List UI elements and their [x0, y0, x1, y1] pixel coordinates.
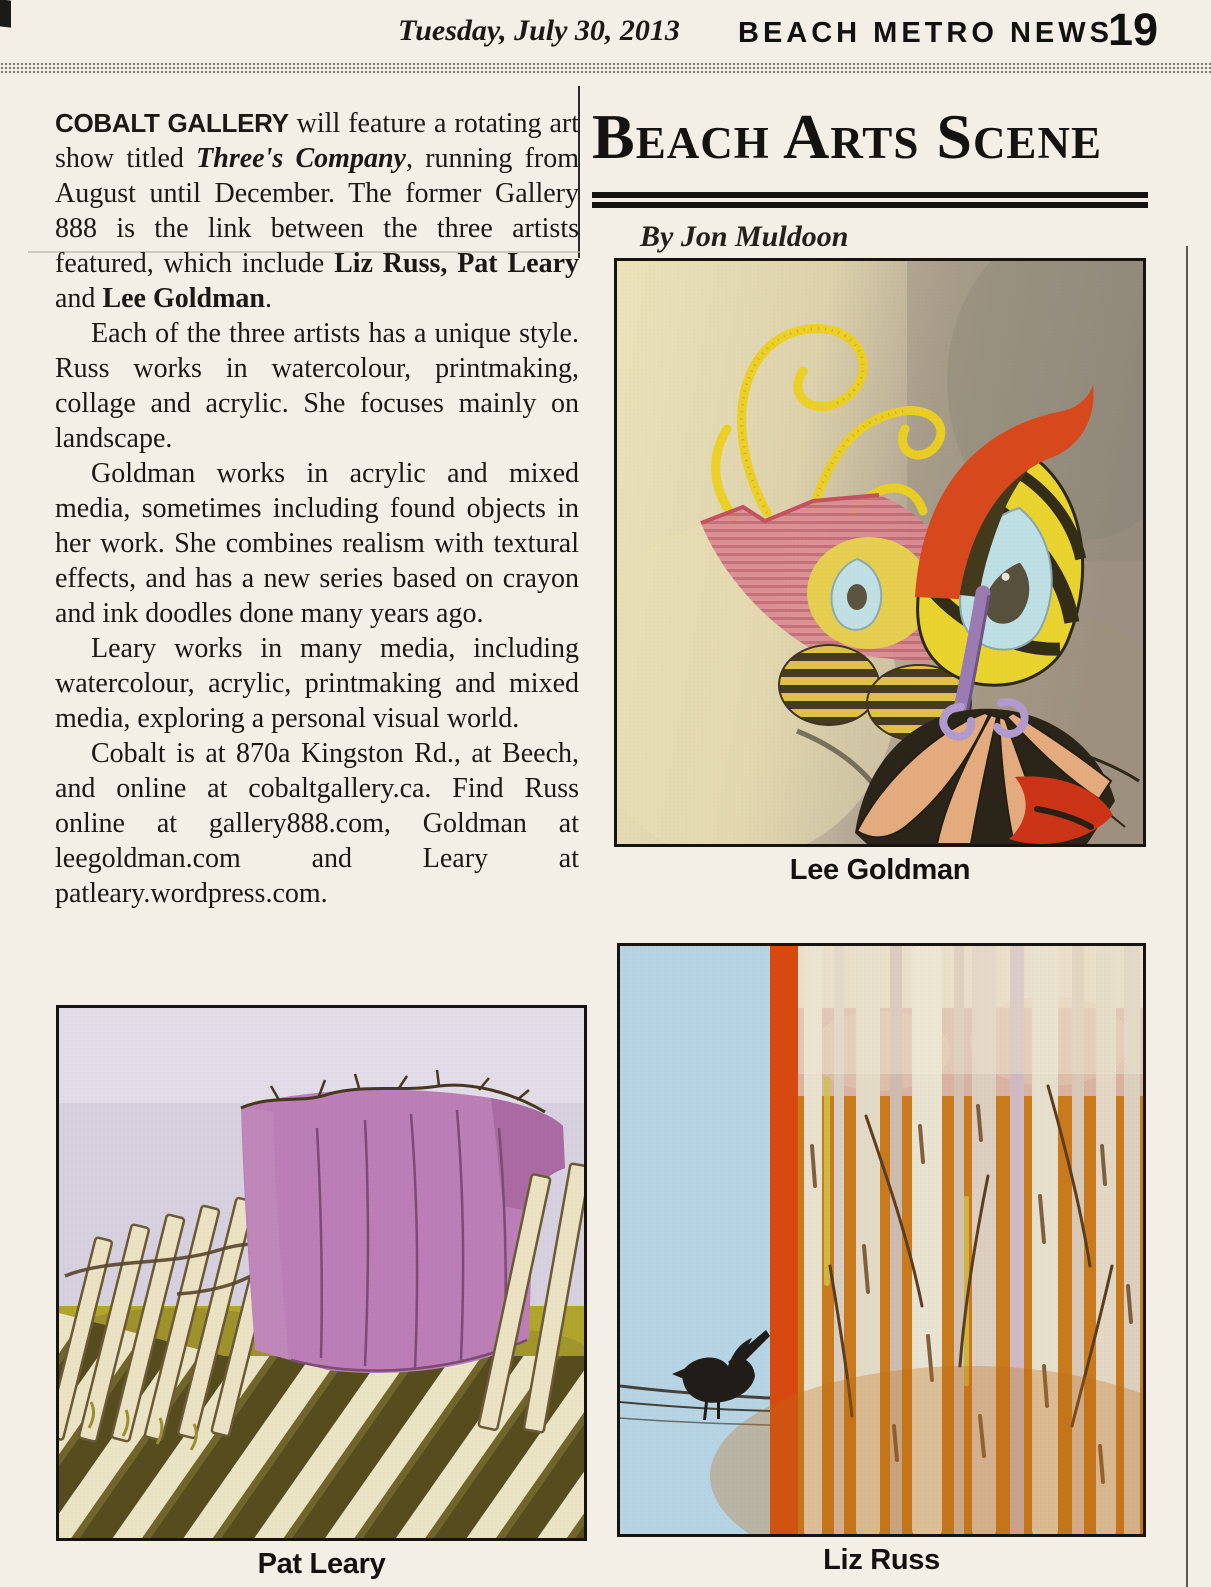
header-date: Tuesday, July 30, 2013 — [398, 14, 680, 47]
lead-text: will feature a rotating art show titled — [55, 108, 579, 174]
lead-text: . — [265, 283, 272, 314]
caption-leary: Pat Leary — [257, 1548, 386, 1580]
header-divider-rule — [0, 62, 1211, 73]
lead-text: and — [55, 283, 103, 314]
lead-in: COBALT GALLERY — [55, 108, 289, 138]
caption-goldman: Lee Goldman — [789, 854, 971, 886]
caption-russ: Liz Russ — [823, 1544, 940, 1576]
leary-artwork — [56, 1005, 587, 1541]
article-paragraph: Leary works in many media, including watercolour, acrylic, printmaking and mixed media, exploring a personal visual world. — [55, 633, 579, 734]
figure-goldman — [614, 258, 1146, 887]
scan-edge-line — [1186, 246, 1188, 1587]
lead-paragraph — [55, 106, 579, 316]
masthead: BEACH METRO NEWS — [738, 17, 1113, 49]
russ-artwork — [617, 943, 1146, 1537]
section-title-rule — [592, 192, 1148, 208]
byline: By Jon Muldoon — [640, 220, 849, 253]
figure-leary — [56, 1005, 587, 1581]
show-title: Three's Company — [196, 143, 406, 174]
scan-corner-mark — [0, 0, 11, 28]
article-paragraph: Each of the three artists has a unique style. Russ works in watercolour, printmaking, collage and acrylic. She focuses mainly on landscape. — [55, 318, 579, 454]
artist-names: Liz Russ, Pat Leary — [334, 248, 579, 279]
artist-name: Lee Goldman — [102, 283, 265, 314]
figure-russ — [617, 943, 1146, 1577]
article-paragraph: Goldman works in acrylic and mixed media, sometimes including found objects in her work. She combines realism with textural effects, and has a new series based on crayon and ink doodles done many years ago. — [55, 458, 579, 629]
article-paragraph: Cobalt is at 870a Kingston Rd., at Beech, and online at cobaltgallery.ca. Find Russ online at gallery888.com, Goldman at leegoldman.com and Leary at patleary.wordpress.com. — [55, 738, 579, 909]
article-column — [55, 106, 579, 911]
goldman-artwork — [614, 258, 1146, 847]
section-title: Beach Arts Scene — [592, 101, 1102, 172]
page-number: 19 — [1108, 4, 1159, 55]
lead-text: , running from August until December. The former Gallery 888 is the link between the three artists featured, which include — [55, 143, 579, 279]
